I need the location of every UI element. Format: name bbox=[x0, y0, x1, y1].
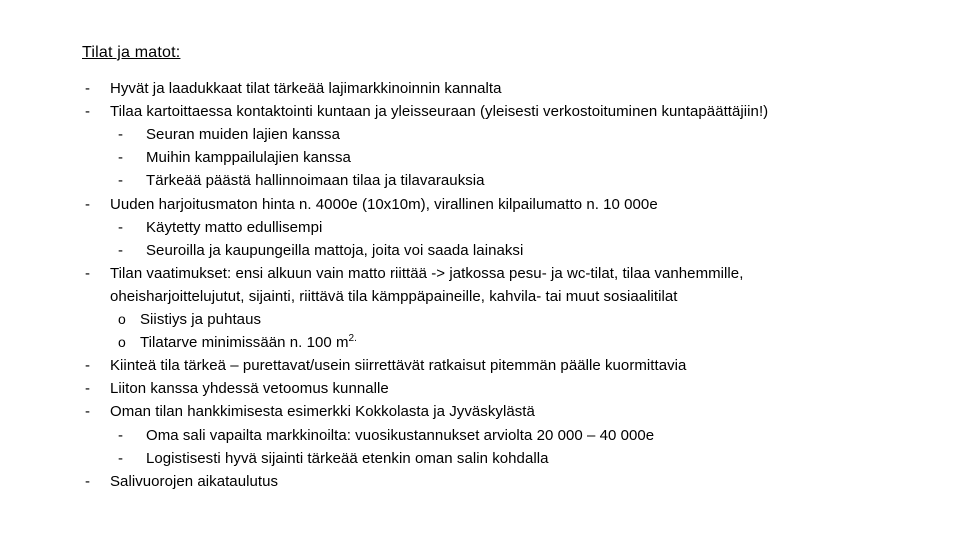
dash-bullet: - bbox=[85, 473, 91, 490]
list-item-text: Liiton kanssa yhdessä vetoomus kunnalle bbox=[110, 380, 389, 397]
list-item-text: Tilan vaatimukset: ensi alkuun vain matto riittää -> jatkossa pesu- ja wc-tilat, tilaa vanhemmille, bbox=[110, 265, 744, 282]
list-subitem-text: Seuroilla ja kaupungeilla mattoja, joita voi saada lainaksi bbox=[146, 242, 524, 259]
slide-title: Tilat ja matot: bbox=[82, 44, 181, 61]
list-subitem-text: Muihin kamppailulajien kanssa bbox=[146, 149, 351, 166]
dash-bullet: - bbox=[85, 357, 91, 374]
superscript: 2. bbox=[348, 333, 357, 344]
circle-bullet: o bbox=[118, 334, 126, 350]
list-subitem-text: Oma sali vapailta markkinoilta: vuosikustannukset arviolta 20 000 – 40 000e bbox=[146, 427, 655, 444]
list-subitem-text bbox=[140, 331, 357, 354]
list-subitem-text: Seuran muiden lajien kanssa bbox=[146, 126, 340, 143]
area-text: Tilatarve minimissään n. 100 m bbox=[140, 334, 349, 351]
list-item-text: Oman tilan hankkimisesta esimerkki Kokkolasta ja Jyväskylästä bbox=[110, 403, 535, 420]
dash-bullet: - bbox=[85, 403, 91, 420]
dash-bullet: - bbox=[118, 149, 124, 166]
dash-bullet: - bbox=[85, 196, 91, 213]
dash-bullet: - bbox=[85, 265, 91, 282]
circle-bullet: o bbox=[118, 311, 126, 327]
list-item-text: Tilaa kartoittaessa kontaktointi kuntaan ja yleisseuraan (yleisesti verkostoituminen kuntapäättäjiin!) bbox=[110, 103, 769, 120]
list-item-text: Salivuorojen aikataulutus bbox=[110, 473, 279, 490]
list-subitem-text: Siistiys ja puhtaus bbox=[140, 311, 262, 328]
list-item-text: oheisharjoittelujutut, sijainti, riittävä tila kämppäpaineille, kahvila- tai muut sosiaalitilat bbox=[110, 288, 678, 305]
list-item-text: Uuden harjoitusmaton hinta n. 4000e (10x10m), virallinen kilpailumatto n. 10 000e bbox=[110, 196, 658, 213]
dash-bullet: - bbox=[118, 450, 124, 467]
list-subitem-text: Logistisesti hyvä sijainti tärkeää etenkin oman salin kohdalla bbox=[146, 450, 549, 467]
list-item-text: Hyvät ja laadukkaat tilat tärkeää lajimarkkinoinnin kannalta bbox=[110, 80, 502, 97]
dash-bullet: - bbox=[118, 126, 124, 143]
list-item-text: Kiinteä tila tärkeä – purettavat/usein siirrettävät ratkaisut pitemmän päälle kuormittavia bbox=[110, 357, 687, 374]
dash-bullet: - bbox=[118, 427, 124, 444]
dash-bullet: - bbox=[118, 242, 124, 259]
dash-bullet: - bbox=[85, 380, 91, 397]
dash-bullet: - bbox=[118, 219, 124, 236]
dash-bullet: - bbox=[85, 103, 91, 120]
dash-bullet: - bbox=[118, 172, 124, 189]
dash-bullet: - bbox=[85, 80, 91, 97]
list-subitem-text: Tärkeää päästä hallinnoimaan tilaa ja tilavarauksia bbox=[146, 172, 485, 189]
list-subitem-text: Käytetty matto edullisempi bbox=[146, 219, 323, 236]
